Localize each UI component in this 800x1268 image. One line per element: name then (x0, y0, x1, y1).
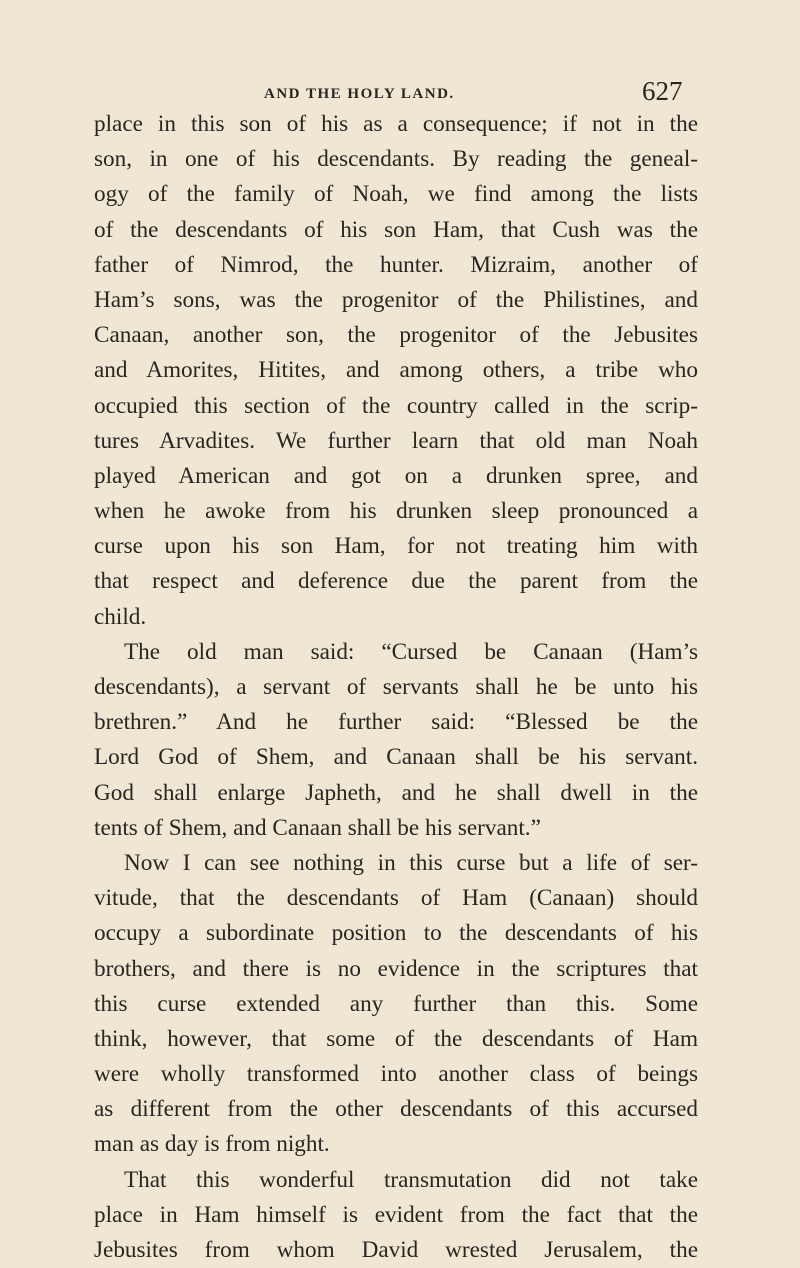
text-line: this curse extended any further than this. Some (94, 990, 698, 1017)
text-line: son, in one of his descendants. By reading the geneal- (94, 146, 698, 173)
text-line: place in Ham himself is evident from the fact that the (94, 1201, 698, 1228)
text-line: That this wonderful transmutation did not take (124, 1166, 698, 1193)
text-line: were wholly transformed into another class of beings (94, 1061, 698, 1088)
running-head: AND THE HOLY LAND. (264, 86, 455, 102)
text-line: place in this son of his as a consequence; if not in the (94, 111, 698, 137)
text-line: occupied this section of the country called in the scrip- (94, 392, 698, 419)
text-line: Lord God of Shem, and Canaan shall be his servant. (94, 744, 698, 771)
text-line: man as day is from night. (94, 1131, 330, 1158)
text-line: think, however, that some of the descendants of Ham (94, 1025, 698, 1052)
text-line: brethren.” And he further said: “Blessed be the (94, 709, 698, 736)
text-line: Canaan, another son, the progenitor of the Jebusites (94, 322, 698, 349)
text-line: of the descendants of his son Ham, that Cush was the (94, 216, 698, 243)
text-line: tents of Shem, and Canaan shall be his servant.” (94, 814, 541, 841)
text-line: occupy a subordinate position to the descendants of his (94, 920, 698, 947)
body-text (94, 107, 698, 1268)
text-line: tures Arvadites. We further learn that old man Noah (94, 427, 698, 454)
text-line: played American and got on a drunken spree, and (94, 462, 698, 489)
text-line: and Amorites, Hitites, and among others, a tribe who (94, 357, 698, 384)
text-line: brothers, and there is no evidence in the scriptures that (94, 955, 698, 982)
page-number: 627 (642, 76, 683, 106)
text-line: God shall enlarge Japheth, and he shall dwell in the (94, 779, 698, 806)
text-line: Ham’s sons, was the progenitor of the Philistines, and (94, 286, 698, 313)
text-line: Jebusites from whom David wrested Jerusalem, the (94, 1237, 698, 1263)
text-line: The old man said: “Cursed be Canaan (Ham’s (124, 638, 698, 665)
text-line: curse upon his son Ham, for not treating him with (94, 533, 698, 560)
text-line: Now I can see nothing in this curse but a life of ser- (124, 849, 698, 876)
text-line: that respect and deference due the parent from the (94, 568, 698, 595)
text-line: ogy of the family of Noah, we find among the lists (94, 181, 698, 208)
text-line: when he awoke from his drunken sleep pronounced a (94, 498, 698, 525)
text-line: descendants), a servant of servants shall he be unto his (94, 674, 698, 700)
text-line: as different from the other descendants of this accursed (94, 1096, 698, 1123)
text-line: vitude, that the descendants of Ham (Canaan) should (94, 885, 698, 912)
text-line: father of Nimrod, the hunter. Mizraim, another of (94, 251, 698, 278)
text-line: child. (94, 603, 147, 630)
